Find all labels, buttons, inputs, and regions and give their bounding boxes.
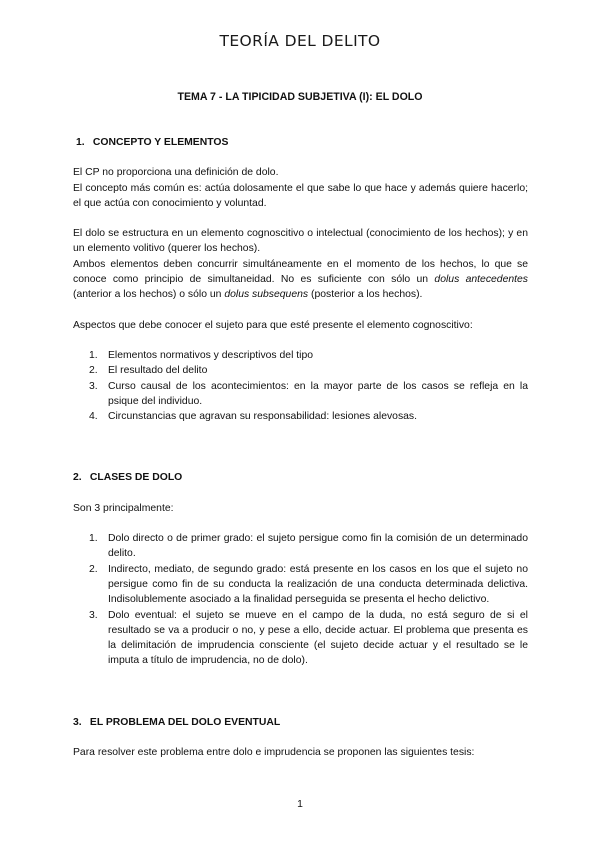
list-marker: 4. xyxy=(89,411,98,423)
list-item-text: Circunstancias que agravan su responsabilidad: lesiones alevosas. xyxy=(108,411,418,423)
list-item-text: Indirecto, mediato, de segundo grado: está presente en los casos en los que el sujeto no persigue como fin de su conducta la realización de una conducta determinada delictiva. Indisolublemente asociado a la finalidad perseguida se presenta el hecho delictivo. xyxy=(108,563,528,606)
section-number: 3. xyxy=(73,716,82,728)
list-item xyxy=(73,409,528,424)
page-number: 1 xyxy=(297,799,303,810)
paragraph-simultaneidad xyxy=(73,257,528,303)
list-item xyxy=(73,531,528,562)
list-marker: 3. xyxy=(89,609,98,621)
list-item xyxy=(73,363,528,378)
list-item xyxy=(73,562,528,608)
list-item xyxy=(73,379,528,410)
list-marker: 2. xyxy=(89,563,98,575)
paragraph: Aspectos que debe conocer el sujeto para que esté presente el elemento cognoscitivo: xyxy=(73,319,473,331)
section-number: 2. xyxy=(73,472,82,484)
section-heading-concepto xyxy=(76,135,528,150)
list-item-text: El resultado del delito xyxy=(108,365,208,377)
numbered-list xyxy=(73,531,528,669)
text-run: (anterior a los hechos) o sólo un xyxy=(73,289,225,301)
paragraph: El CP no proporciona una definición de dolo. xyxy=(73,167,279,179)
section-heading-dolo-eventual xyxy=(73,715,528,730)
list-marker: 3. xyxy=(89,380,98,392)
numbered-list xyxy=(73,348,528,424)
list-marker: 2. xyxy=(89,365,98,377)
list-item-text: Dolo eventual: el sujeto se mueve en el campo de la duda, no está seguro de si el resultado se va a producir o no, y pese a ello, decide actuar. El problema que presenta es la delimitación de imprudencia consciente (el sujeto decide actuar y el resultado se le imputa a título de imprudencia, no de dolo). xyxy=(108,609,528,667)
latin-term: dolus antecedentes xyxy=(434,274,528,286)
document-body xyxy=(73,135,528,760)
list-item-text: Curso causal de los acontecimientos: en la mayor parte de los casos se refleja en la psique del individuo. xyxy=(108,380,528,407)
latin-term: dolus subsequens xyxy=(224,289,309,301)
paragraph: Son 3 principalmente: xyxy=(73,502,174,514)
paragraph: El dolo se estructura en un elemento cognoscitivo o intelectual (conocimiento de los hechos); y en un elemento volitivo (querer los hechos). xyxy=(73,228,528,255)
paragraph: Para resolver este problema entre dolo e imprudencia se proponen las siguientes tesis: xyxy=(73,747,475,759)
list-item-text: Elementos normativos y descriptivos del tipo xyxy=(108,349,314,361)
topic-title: TEMA 7 - LA TIPICIDAD SUBJETIVA (I): EL DOLO xyxy=(177,91,423,103)
list-item-text: Dolo directo o de primer grado: el sujeto persigue como fin la comisión de un determinado delito. xyxy=(108,533,528,560)
paragraph: El concepto más común es: actúa dolosamente el que sabe lo que hace y además quiere hacerlo; el que actúa con conocimiento y voluntad. xyxy=(73,182,528,209)
list-marker: 1. xyxy=(89,349,98,361)
text-run: (posterior a los hechos). xyxy=(308,289,423,301)
document-header-title: TEORÍA DEL DELITO xyxy=(219,32,381,50)
list-marker: 1. xyxy=(89,533,98,545)
section-title: EL PROBLEMA DEL DOLO EVENTUAL xyxy=(89,716,281,728)
list-item xyxy=(73,348,528,363)
section-number: 1. xyxy=(76,137,85,148)
section-title: CONCEPTO Y ELEMENTOS xyxy=(92,137,229,148)
section-title: CLASES DE DOLO xyxy=(89,472,183,484)
list-item xyxy=(73,608,528,669)
section-heading-clases xyxy=(73,470,528,485)
text-run: Ambos elementos deben concurrir simultáneamente en el momento de los hechos, lo que se conoce como principio de simultaneidad. No es suficiente con sólo un xyxy=(73,258,528,286)
